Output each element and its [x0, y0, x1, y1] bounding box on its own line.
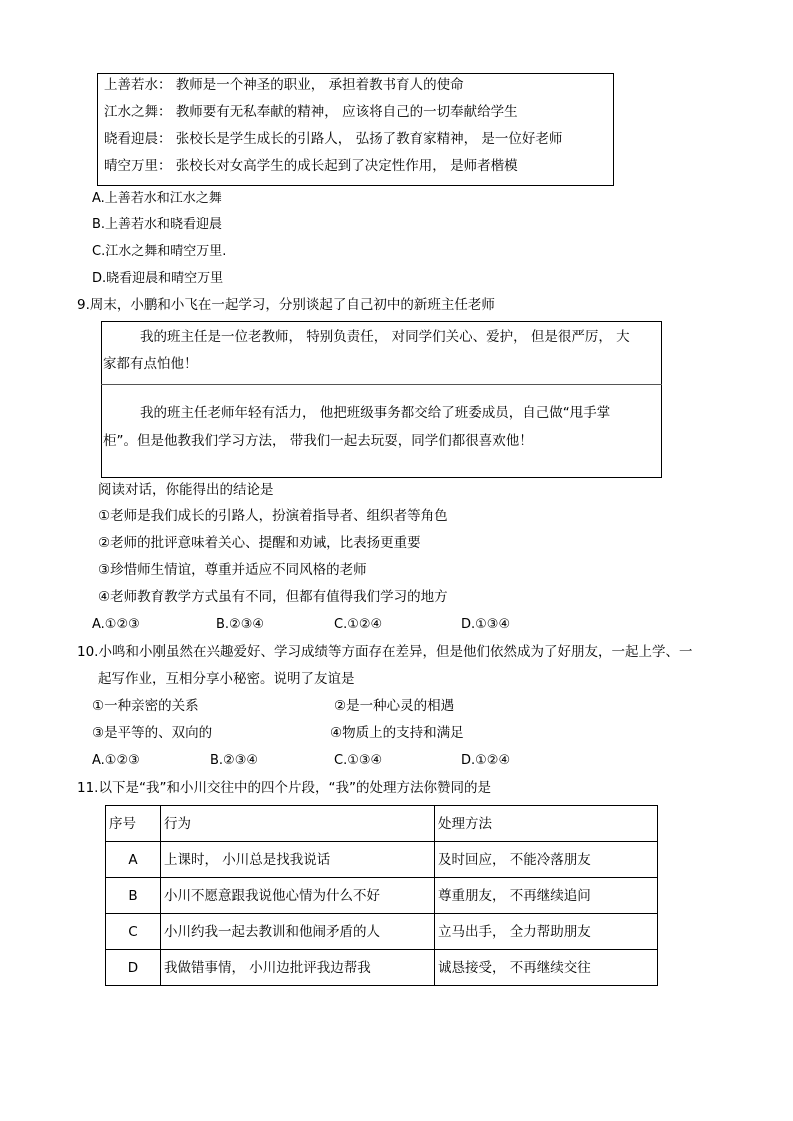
- q10-option-d[interactable]: D.①②④: [461, 753, 511, 768]
- table-cell-method: 尊重朋友， 不再继续追问: [435, 878, 658, 914]
- q9-option-d[interactable]: D.①③④: [461, 617, 511, 632]
- q9-dialogue-2-line2: 柜”。但是他教我们学习方法， 带我们一起去玩耍，同学们都很喜欢他！: [103, 433, 533, 449]
- table-row: [106, 950, 658, 986]
- q9-statement: ④老师教育教学方式虽有不同，但都有值得我们学习的地方: [98, 589, 448, 605]
- table-row: [106, 914, 658, 950]
- q9-option-c[interactable]: C.①②④: [334, 617, 383, 632]
- q9-dialogue-2-line1: 我的班主任老师年轻有活力， 他把班级事务都交给了班委成员，自己做“甩手掌: [140, 405, 611, 421]
- q9-dialogue-1-line2: 家都有点怕他！: [103, 356, 198, 372]
- q8-option-d[interactable]: D.晓看迎晨和晴空万里: [92, 271, 224, 286]
- q10-stem-line1: 10.小鸣和小刚虽然在兴趣爱好、学习成绩等方面存在差异，但是他们依然成为了好朋友，一起上学、一: [77, 644, 693, 660]
- table-header-cell: 处理方法: [435, 806, 658, 842]
- q8-option-c[interactable]: C.江水之舞和晴空万里.: [92, 244, 227, 259]
- q10-statement: ④物质上的支持和满足: [330, 725, 464, 741]
- table-cell-id: D: [106, 950, 161, 986]
- table-cell-id: B: [106, 878, 161, 914]
- q10-statement: ③是平等的、双向的: [92, 725, 213, 741]
- table-cell-behavior: 我做错事情， 小川边批评我边帮我: [161, 950, 435, 986]
- table-header-row: [106, 806, 658, 842]
- q8-box-line: 上善若水： 教师是一个神圣的职业， 承担着教书育人的使命: [104, 77, 464, 93]
- table-row: [106, 842, 658, 878]
- q11-stem: 11.以下是“我”和小川交往中的四个片段，“我”的处理方法你赞同的是: [77, 780, 491, 796]
- table-cell-behavior: 上课时， 小川总是找我说话: [161, 842, 435, 878]
- table-cell-method: 及时回应， 不能冷落朋友: [435, 842, 658, 878]
- table-header-cell: 行为: [161, 806, 435, 842]
- table-cell-behavior: 小川不愿意跟我说他心情为什么不好: [161, 878, 435, 914]
- table-row: [106, 878, 658, 914]
- q10-option-b[interactable]: B.②③④: [210, 753, 259, 768]
- q9-stem: 9.周末，小鹏和小飞在一起学习，分别谈起了自己初中的新班主任老师: [77, 297, 495, 313]
- q9-statement: ③珍惜师生情谊，尊重并适应不同风格的老师: [98, 562, 367, 578]
- q9-dialogue-1-line1: 我的班主任是一位老教师， 特别负责任， 对同学们关心、爱护， 但是很严厉， 大: [140, 329, 630, 345]
- q11-table: [105, 805, 658, 986]
- q10-option-a[interactable]: A.①②③: [92, 753, 140, 768]
- table-cell-behavior: 小川约我一起去教训和他闹矛盾的人: [161, 914, 435, 950]
- table-header-cell: 序号: [106, 806, 161, 842]
- q8-option-a[interactable]: A.上善若水和江水之舞: [92, 191, 222, 206]
- q10-statement: ①一种亲密的关系: [92, 698, 199, 714]
- q8-option-b[interactable]: B.上善若水和晓看迎晨: [92, 217, 223, 232]
- q8-box-line: 江水之舞： 教师要有无私奉献的精神， 应该将自己的一切奉献给学生: [104, 104, 518, 120]
- table-cell-id: C: [106, 914, 161, 950]
- q9-option-a[interactable]: A.①②③: [92, 617, 140, 632]
- table-cell-method: 诚恳接受， 不再继续交往: [435, 950, 658, 986]
- q8-box-line: 晓看迎晨： 张校长是学生成长的引路人， 弘扬了教育家精神， 是一位好老师: [104, 131, 563, 147]
- q9-dialogue-divider: [101, 384, 662, 385]
- q9-prompt: 阅读对话，你能得出的结论是: [98, 482, 274, 498]
- table-cell-id: A: [106, 842, 161, 878]
- q10-stem-line2: 起写作业，互相分享小秘密。说明了友谊是: [98, 671, 355, 687]
- q9-statement: ①老师是我们成长的引路人，扮演着指导者、组织者等角色: [98, 508, 448, 524]
- table-cell-method: 立马出手， 全力帮助朋友: [435, 914, 658, 950]
- q8-box-line: 晴空万里： 张校长对女高学生的成长起到了决定性作用， 是师者楷模: [104, 158, 518, 174]
- q10-statement: ②是一种心灵的相遇: [334, 698, 455, 714]
- q9-statement: ②老师的批评意味着关心、提醒和劝诫，比表扬更重要: [98, 535, 421, 551]
- q10-option-c[interactable]: C.①③④: [334, 753, 383, 768]
- q9-option-b[interactable]: B.②③④: [216, 617, 265, 632]
